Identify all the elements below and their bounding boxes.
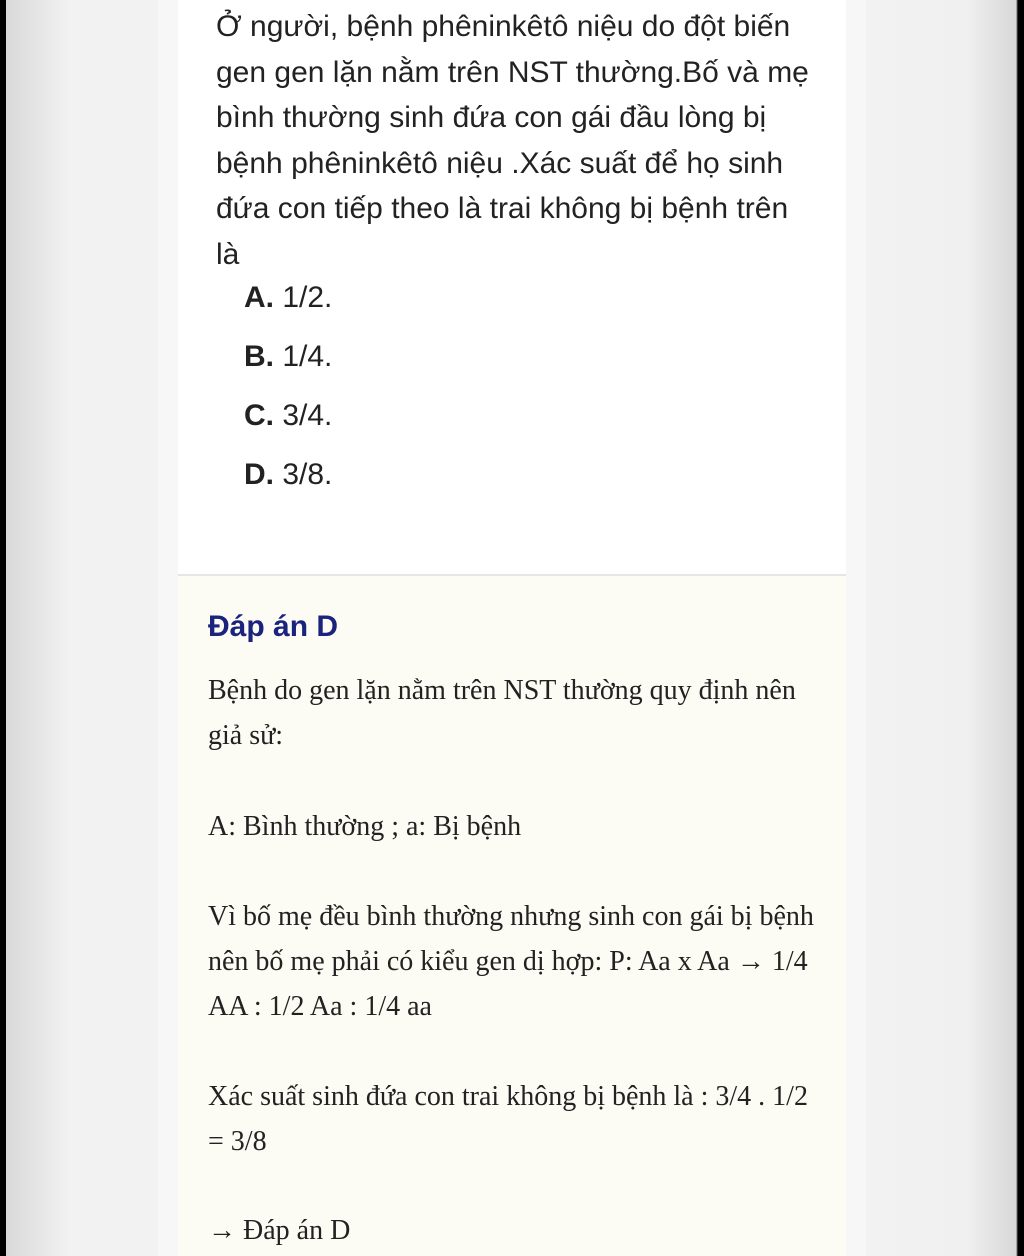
solution-conclusion: → Đáp án D [208, 1215, 351, 1246]
solution-paragraph: A: Bình thường ; a: Bị bệnh [208, 811, 522, 842]
option-b[interactable] [244, 339, 332, 375]
option-value: 3/4. [282, 399, 333, 432]
option-c[interactable] [244, 398, 332, 434]
option-d[interactable] [244, 457, 332, 493]
right-margin [866, 0, 1024, 1256]
option-value: 3/8. [282, 458, 333, 491]
answer-title: Đáp án D [208, 610, 339, 643]
option-value: 1/4. [282, 340, 333, 373]
option-value: 1/2. [282, 281, 333, 314]
left-margin [0, 0, 158, 1256]
solution-paragraph: Vì bố mẹ đều bình thường nhưng sinh con gái bị bệnh nên bố mẹ phải có kiểu gen dị hợp: P: Aa x Aa → 1/4 AA : 1/2 Aa : 1/4 aa [208, 901, 814, 1022]
question-text: Ở người, bệnh phêninkêtô niệu do đột biến gen gen lặn nằm trên NST thường.Bố và mẹ bình thường sinh đứa con gái đầu lòng bị bệnh phêninkêtô niệu .Xác suất để họ sinh đứa con tiếp theo là trai không bị bệnh trên là [216, 10, 809, 271]
option-a[interactable] [244, 280, 332, 316]
option-letter: B. [244, 340, 274, 373]
option-letter: D. [244, 458, 274, 491]
answer-card [178, 576, 846, 1256]
solution-paragraph: Bệnh do gen lặn nằm trên NST thường quy định nên giả sử: [208, 675, 796, 751]
option-letter: A. [244, 281, 274, 314]
page-content[interactable] [158, 0, 866, 1256]
question-card [178, 0, 846, 576]
option-letter: C. [244, 399, 274, 432]
solution-paragraph: Xác suất sinh đứa con trai không bị bệnh là : 3/4 . 1/2 = 3/8 [208, 1081, 808, 1157]
